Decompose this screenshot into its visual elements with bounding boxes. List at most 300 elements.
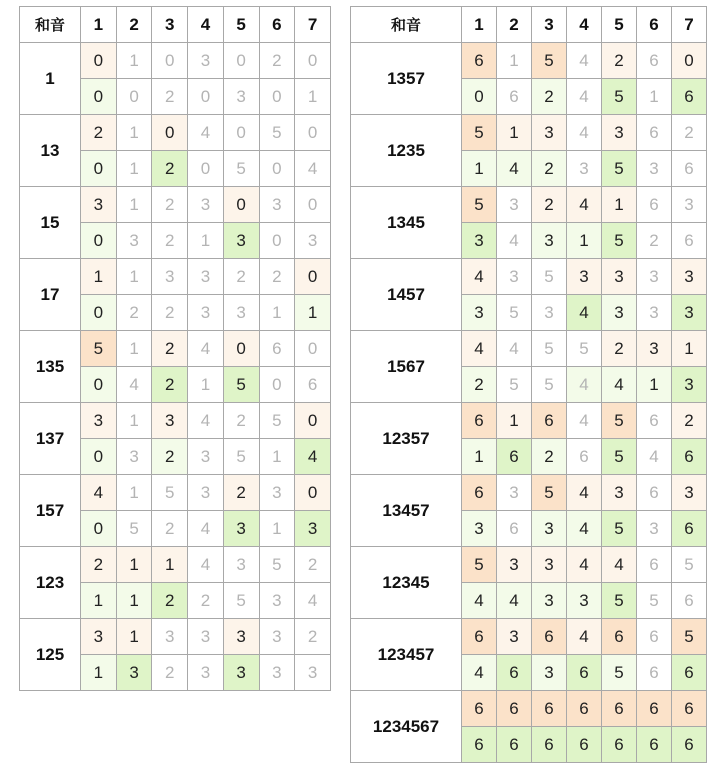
value-cell: 0 xyxy=(295,475,331,511)
value-cell: 3 xyxy=(259,655,295,691)
value-cell: 3 xyxy=(259,475,295,511)
value-cell: 6 xyxy=(637,619,672,655)
value-cell: 4 xyxy=(567,511,602,547)
value-cell: 6 xyxy=(672,655,707,691)
value-cell: 2 xyxy=(259,259,295,295)
value-cell: 0 xyxy=(81,367,117,403)
value-cell: 3 xyxy=(81,187,117,223)
value-cell: 6 xyxy=(567,727,602,763)
value-cell: 3 xyxy=(152,619,188,655)
table-row xyxy=(351,691,707,727)
value-cell: 3 xyxy=(116,655,152,691)
value-cell: 4 xyxy=(602,367,637,403)
value-cell: 2 xyxy=(152,655,188,691)
value-cell: 6 xyxy=(462,619,497,655)
value-cell: 1 xyxy=(116,583,152,619)
table-row xyxy=(20,547,331,583)
value-cell: 3 xyxy=(188,439,224,475)
value-cell: 1 xyxy=(672,331,707,367)
value-cell: 6 xyxy=(295,367,331,403)
value-cell: 6 xyxy=(672,583,707,619)
chord-label: 125 xyxy=(20,619,81,691)
value-cell: 4 xyxy=(567,187,602,223)
value-cell: 2 xyxy=(223,475,259,511)
value-cell: 5 xyxy=(602,151,637,187)
value-cell: 5 xyxy=(116,511,152,547)
value-cell: 3 xyxy=(223,619,259,655)
value-cell: 6 xyxy=(637,115,672,151)
header-degree-6: 6 xyxy=(259,7,295,43)
value-cell: 0 xyxy=(672,43,707,79)
value-cell: 2 xyxy=(188,583,224,619)
value-cell: 5 xyxy=(672,547,707,583)
value-cell: 0 xyxy=(295,43,331,79)
value-cell: 0 xyxy=(223,331,259,367)
value-cell: 0 xyxy=(188,151,224,187)
value-cell: 5 xyxy=(532,43,567,79)
value-cell: 3 xyxy=(188,43,224,79)
value-cell: 1 xyxy=(567,223,602,259)
value-cell: 1 xyxy=(116,187,152,223)
value-cell: 3 xyxy=(188,475,224,511)
value-cell: 5 xyxy=(602,439,637,475)
value-cell: 1 xyxy=(188,223,224,259)
value-cell: 6 xyxy=(672,439,707,475)
value-cell: 4 xyxy=(497,151,532,187)
value-cell: 5 xyxy=(602,223,637,259)
value-cell: 1 xyxy=(259,295,295,331)
value-cell: 5 xyxy=(532,259,567,295)
value-cell: 3 xyxy=(223,547,259,583)
value-cell: 3 xyxy=(188,259,224,295)
value-cell: 4 xyxy=(81,475,117,511)
value-cell: 3 xyxy=(81,403,117,439)
header-chord: 和音 xyxy=(20,7,81,43)
value-cell: 0 xyxy=(223,43,259,79)
value-cell: 6 xyxy=(637,547,672,583)
value-cell: 1 xyxy=(602,187,637,223)
value-cell: 1 xyxy=(81,259,117,295)
value-cell: 1 xyxy=(152,547,188,583)
value-cell: 3 xyxy=(116,223,152,259)
value-cell: 1 xyxy=(116,43,152,79)
chord-table-right xyxy=(350,6,707,763)
value-cell: 3 xyxy=(497,259,532,295)
value-cell: 0 xyxy=(259,367,295,403)
value-cell: 2 xyxy=(295,619,331,655)
value-cell: 6 xyxy=(497,79,532,115)
value-cell: 6 xyxy=(672,223,707,259)
value-cell: 6 xyxy=(637,655,672,691)
value-cell: 4 xyxy=(188,511,224,547)
value-cell: 4 xyxy=(567,547,602,583)
value-cell: 6 xyxy=(637,43,672,79)
value-cell: 5 xyxy=(462,115,497,151)
value-cell: 2 xyxy=(116,295,152,331)
value-cell: 3 xyxy=(637,511,672,547)
value-cell: 4 xyxy=(462,655,497,691)
value-cell: 5 xyxy=(602,403,637,439)
value-cell: 5 xyxy=(462,547,497,583)
value-cell: 0 xyxy=(81,223,117,259)
value-cell: 5 xyxy=(532,475,567,511)
value-cell: 2 xyxy=(532,151,567,187)
value-cell: 4 xyxy=(295,583,331,619)
value-cell: 3 xyxy=(532,223,567,259)
header-degree-7: 7 xyxy=(295,7,331,43)
header-degree-3: 3 xyxy=(532,7,567,43)
chord-label: 1235 xyxy=(351,115,462,187)
header-row xyxy=(20,7,331,43)
value-cell: 5 xyxy=(259,115,295,151)
value-cell: 1 xyxy=(81,655,117,691)
value-cell: 3 xyxy=(532,511,567,547)
value-cell: 3 xyxy=(188,187,224,223)
chord-label: 1234567 xyxy=(351,691,462,763)
chord-label: 157 xyxy=(20,475,81,547)
value-cell: 6 xyxy=(567,655,602,691)
value-cell: 6 xyxy=(602,619,637,655)
value-cell: 3 xyxy=(223,295,259,331)
header-chord: 和音 xyxy=(351,7,462,43)
header-degree-2: 2 xyxy=(497,7,532,43)
value-cell: 6 xyxy=(497,727,532,763)
value-cell: 4 xyxy=(567,43,602,79)
value-cell: 3 xyxy=(116,439,152,475)
value-cell: 0 xyxy=(81,439,117,475)
value-cell: 6 xyxy=(672,691,707,727)
value-cell: 6 xyxy=(462,475,497,511)
table-row xyxy=(20,403,331,439)
value-cell: 1 xyxy=(637,367,672,403)
value-cell: 2 xyxy=(672,403,707,439)
value-cell: 2 xyxy=(152,187,188,223)
value-cell: 3 xyxy=(532,547,567,583)
value-cell: 6 xyxy=(497,655,532,691)
value-cell: 3 xyxy=(567,151,602,187)
value-cell: 0 xyxy=(223,187,259,223)
value-cell: 3 xyxy=(259,187,295,223)
table-row xyxy=(351,115,707,151)
value-cell: 6 xyxy=(637,475,672,511)
value-cell: 6 xyxy=(567,439,602,475)
value-cell: 3 xyxy=(602,115,637,151)
value-cell: 0 xyxy=(223,115,259,151)
value-cell: 2 xyxy=(532,79,567,115)
value-cell: 2 xyxy=(152,439,188,475)
value-cell: 3 xyxy=(152,403,188,439)
value-cell: 2 xyxy=(462,367,497,403)
value-cell: 4 xyxy=(567,115,602,151)
value-cell: 2 xyxy=(152,331,188,367)
value-cell: 4 xyxy=(637,439,672,475)
value-cell: 1 xyxy=(81,583,117,619)
value-cell: 3 xyxy=(462,295,497,331)
table-row xyxy=(351,619,707,655)
value-cell: 5 xyxy=(259,547,295,583)
value-cell: 3 xyxy=(567,259,602,295)
header-degree-6: 6 xyxy=(637,7,672,43)
value-cell: 5 xyxy=(532,367,567,403)
value-cell: 5 xyxy=(462,187,497,223)
value-cell: 4 xyxy=(462,331,497,367)
value-cell: 0 xyxy=(295,187,331,223)
chord-label: 123457 xyxy=(351,619,462,691)
value-cell: 1 xyxy=(116,403,152,439)
value-cell: 3 xyxy=(602,475,637,511)
table-row xyxy=(351,403,707,439)
chord-label: 137 xyxy=(20,403,81,475)
value-cell: 1 xyxy=(116,475,152,511)
value-cell: 6 xyxy=(637,727,672,763)
value-cell: 5 xyxy=(223,151,259,187)
value-cell: 1 xyxy=(188,367,224,403)
header-degree-1: 1 xyxy=(462,7,497,43)
value-cell: 5 xyxy=(259,403,295,439)
value-cell: 3 xyxy=(259,583,295,619)
value-cell: 3 xyxy=(602,259,637,295)
value-cell: 3 xyxy=(497,547,532,583)
value-cell: 1 xyxy=(116,331,152,367)
value-cell: 3 xyxy=(295,223,331,259)
value-cell: 0 xyxy=(152,43,188,79)
table-row xyxy=(20,331,331,367)
value-cell: 4 xyxy=(567,475,602,511)
value-cell: 2 xyxy=(152,295,188,331)
value-cell: 0 xyxy=(295,403,331,439)
chord-table-left xyxy=(19,6,331,691)
value-cell: 3 xyxy=(532,583,567,619)
chord-label: 123 xyxy=(20,547,81,619)
value-cell: 6 xyxy=(462,403,497,439)
table-row xyxy=(351,547,707,583)
value-cell: 4 xyxy=(188,547,224,583)
value-cell: 5 xyxy=(81,331,117,367)
value-cell: 2 xyxy=(81,115,117,151)
value-cell: 3 xyxy=(223,79,259,115)
value-cell: 4 xyxy=(497,331,532,367)
value-cell: 6 xyxy=(602,727,637,763)
value-cell: 6 xyxy=(637,187,672,223)
value-cell: 4 xyxy=(188,115,224,151)
value-cell: 3 xyxy=(532,115,567,151)
value-cell: 2 xyxy=(637,223,672,259)
value-cell: 0 xyxy=(81,511,117,547)
value-cell: 0 xyxy=(295,115,331,151)
value-cell: 3 xyxy=(637,295,672,331)
value-cell: 4 xyxy=(188,331,224,367)
value-cell: 6 xyxy=(462,691,497,727)
value-cell: 4 xyxy=(567,367,602,403)
value-cell: 6 xyxy=(532,619,567,655)
value-cell: 6 xyxy=(672,727,707,763)
value-cell: 0 xyxy=(259,79,295,115)
value-cell: 6 xyxy=(497,691,532,727)
value-cell: 5 xyxy=(532,331,567,367)
header-degree-7: 7 xyxy=(672,7,707,43)
table-row xyxy=(20,43,331,79)
value-cell: 1 xyxy=(497,403,532,439)
chord-label: 13 xyxy=(20,115,81,187)
value-cell: 1 xyxy=(259,439,295,475)
value-cell: 5 xyxy=(602,79,637,115)
value-cell: 2 xyxy=(152,511,188,547)
value-cell: 5 xyxy=(497,367,532,403)
value-cell: 3 xyxy=(567,583,602,619)
value-cell: 4 xyxy=(497,583,532,619)
value-cell: 2 xyxy=(295,547,331,583)
header-degree-4: 4 xyxy=(188,7,224,43)
value-cell: 3 xyxy=(152,259,188,295)
value-cell: 6 xyxy=(602,691,637,727)
header-row xyxy=(351,7,707,43)
value-cell: 6 xyxy=(497,439,532,475)
value-cell: 0 xyxy=(81,151,117,187)
header-degree-4: 4 xyxy=(567,7,602,43)
value-cell: 4 xyxy=(462,583,497,619)
chord-label: 1 xyxy=(20,43,81,115)
value-cell: 1 xyxy=(462,151,497,187)
value-cell: 0 xyxy=(81,43,117,79)
value-cell: 5 xyxy=(223,367,259,403)
value-cell: 6 xyxy=(567,691,602,727)
value-cell: 3 xyxy=(188,655,224,691)
header-degree-1: 1 xyxy=(81,7,117,43)
value-cell: 3 xyxy=(672,295,707,331)
value-cell: 6 xyxy=(532,691,567,727)
value-cell: 3 xyxy=(462,223,497,259)
value-cell: 4 xyxy=(567,79,602,115)
value-cell: 3 xyxy=(497,619,532,655)
value-cell: 5 xyxy=(672,619,707,655)
value-cell: 0 xyxy=(295,331,331,367)
table-row xyxy=(351,259,707,295)
value-cell: 6 xyxy=(637,691,672,727)
value-cell: 3 xyxy=(188,619,224,655)
value-cell: 1 xyxy=(497,115,532,151)
value-cell: 3 xyxy=(188,295,224,331)
table-row xyxy=(351,43,707,79)
header-degree-2: 2 xyxy=(116,7,152,43)
value-cell: 2 xyxy=(672,115,707,151)
value-cell: 4 xyxy=(295,439,331,475)
value-cell: 4 xyxy=(567,619,602,655)
value-cell: 2 xyxy=(223,403,259,439)
value-cell: 1 xyxy=(116,619,152,655)
value-cell: 0 xyxy=(188,79,224,115)
chord-label: 15 xyxy=(20,187,81,259)
value-cell: 5 xyxy=(637,583,672,619)
value-cell: 1 xyxy=(497,43,532,79)
value-cell: 2 xyxy=(81,547,117,583)
value-cell: 4 xyxy=(462,259,497,295)
value-cell: 6 xyxy=(259,331,295,367)
value-cell: 2 xyxy=(602,43,637,79)
value-cell: 2 xyxy=(602,331,637,367)
value-cell: 1 xyxy=(462,439,497,475)
chord-label: 12357 xyxy=(351,403,462,475)
value-cell: 0 xyxy=(462,79,497,115)
value-cell: 6 xyxy=(532,403,567,439)
table-row xyxy=(20,619,331,655)
value-cell: 6 xyxy=(672,511,707,547)
value-cell: 3 xyxy=(497,187,532,223)
table-row xyxy=(351,331,707,367)
value-cell: 3 xyxy=(259,619,295,655)
chord-label: 12345 xyxy=(351,547,462,619)
value-cell: 6 xyxy=(462,43,497,79)
value-cell: 3 xyxy=(223,223,259,259)
value-cell: 0 xyxy=(259,223,295,259)
value-cell: 1 xyxy=(116,259,152,295)
chord-label: 1357 xyxy=(351,43,462,115)
value-cell: 3 xyxy=(637,331,672,367)
value-cell: 6 xyxy=(532,727,567,763)
value-cell: 3 xyxy=(295,655,331,691)
value-cell: 3 xyxy=(672,367,707,403)
value-cell: 3 xyxy=(637,259,672,295)
value-cell: 2 xyxy=(152,367,188,403)
value-cell: 6 xyxy=(497,511,532,547)
value-cell: 4 xyxy=(602,547,637,583)
value-cell: 2 xyxy=(152,151,188,187)
table-row xyxy=(20,475,331,511)
value-cell: 5 xyxy=(497,295,532,331)
value-cell: 6 xyxy=(462,727,497,763)
value-cell: 5 xyxy=(223,583,259,619)
chord-label: 1457 xyxy=(351,259,462,331)
value-cell: 5 xyxy=(602,655,637,691)
value-cell: 1 xyxy=(295,79,331,115)
value-cell: 3 xyxy=(295,511,331,547)
value-cell: 6 xyxy=(672,151,707,187)
value-cell: 2 xyxy=(152,79,188,115)
chord-label: 1567 xyxy=(351,331,462,403)
value-cell: 5 xyxy=(602,583,637,619)
value-cell: 1 xyxy=(637,79,672,115)
header-degree-3: 3 xyxy=(152,7,188,43)
value-cell: 3 xyxy=(81,619,117,655)
header-degree-5: 5 xyxy=(602,7,637,43)
value-cell: 2 xyxy=(152,583,188,619)
value-cell: 0 xyxy=(81,295,117,331)
value-cell: 4 xyxy=(295,151,331,187)
value-cell: 1 xyxy=(259,511,295,547)
value-cell: 4 xyxy=(188,403,224,439)
value-cell: 3 xyxy=(532,295,567,331)
value-cell: 1 xyxy=(116,151,152,187)
value-cell: 0 xyxy=(81,79,117,115)
value-cell: 5 xyxy=(152,475,188,511)
chord-label: 13457 xyxy=(351,475,462,547)
table-row xyxy=(20,187,331,223)
value-cell: 3 xyxy=(672,187,707,223)
value-cell: 2 xyxy=(223,259,259,295)
value-cell: 0 xyxy=(295,259,331,295)
value-cell: 3 xyxy=(223,655,259,691)
table-row xyxy=(20,259,331,295)
chord-label: 135 xyxy=(20,331,81,403)
value-cell: 1 xyxy=(295,295,331,331)
value-cell: 5 xyxy=(602,511,637,547)
value-cell: 3 xyxy=(532,655,567,691)
table-row xyxy=(351,475,707,511)
value-cell: 2 xyxy=(152,223,188,259)
value-cell: 1 xyxy=(116,115,152,151)
value-cell: 6 xyxy=(637,403,672,439)
value-cell: 3 xyxy=(672,475,707,511)
value-cell: 5 xyxy=(223,439,259,475)
